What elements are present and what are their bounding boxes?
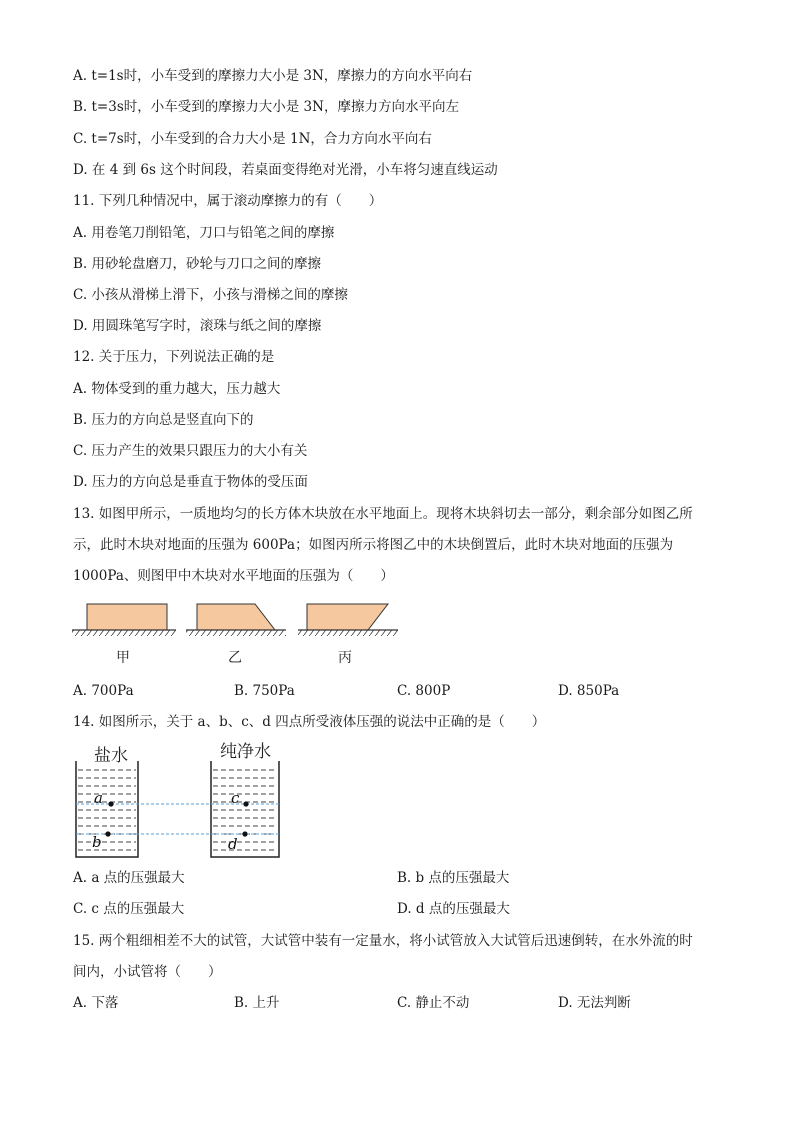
point-a — [108, 801, 113, 806]
q12-option-b: B. 压力的方向总是竖直向下的 — [73, 412, 254, 428]
q11-option-c: C. 小孩从滑梯上滑下，小孩与滑梯之间的摩擦 — [73, 287, 348, 303]
caption-jia: 甲 — [116, 650, 130, 666]
q12-stem: 12. 关于压力，下列说法正确的是 — [73, 349, 275, 365]
q15-option-d: D. 无法判断 — [558, 995, 631, 1011]
label-salt-water: 盐水 — [94, 746, 128, 766]
point-c — [243, 801, 248, 806]
q13-option-a: A. 700Pa — [73, 683, 134, 699]
block-jia — [72, 604, 176, 636]
point-b — [105, 831, 110, 836]
container-pure-water — [211, 761, 279, 857]
q14-option-b: B. b 点的压强最大 — [397, 870, 510, 886]
q11-option-a: A. 用卷笔刀削铅笔，刀口与铅笔之间的摩擦 — [73, 225, 335, 241]
q11-option-b: B. 用砂轮盘磨刀，砂轮与刀口之间的摩擦 — [73, 256, 322, 272]
caption-yi: 乙 — [228, 650, 242, 666]
q11-option-d: D. 用圆珠笔写字时，滚珠与纸之间的摩擦 — [73, 318, 322, 334]
q10-option-d: D. 在 4 到 6s 这个时间段，若桌面变得绝对光滑，小车将匀速直线运动 — [73, 162, 498, 178]
q14-option-a: A. a 点的压强最大 — [73, 870, 185, 886]
q13-stem-line2: 示，此时木块对地面的压强为 600Pa；如图丙所示将图乙中的木块倒置后，此时木块对地面的压强为 — [73, 537, 674, 553]
q13-option-b: B. 750Pa — [234, 683, 295, 699]
q13-stem-line1: 13. 如图甲所示，一质地均匀的长方体木块放在水平地面上。现将木块斜切去一部分，剩余部分如图乙所 — [73, 506, 693, 522]
q12-option-c: C. 压力产生的效果只跟压力的大小有关 — [73, 443, 308, 459]
q13-block-figure — [70, 595, 410, 645]
q14-option-c: C. c 点的压强最大 — [73, 901, 185, 917]
label-c: c — [231, 789, 240, 807]
q15-option-b: B. 上升 — [234, 995, 280, 1011]
q15-stem-line1: 15. 两个粗细相差不大的试管，大试管中装有一定量水，将小试管放入大试管后迅速倒转，在水外流的时 — [73, 933, 693, 949]
q10-option-a: A. t=1s时，小车受到的摩擦力大小是 3N，摩擦力的方向水平向右 — [73, 68, 473, 84]
label-d: d — [228, 835, 238, 853]
point-d — [242, 831, 247, 836]
block-bing — [298, 604, 398, 636]
q15-option-c: C. 静止不动 — [397, 995, 470, 1011]
container-salt-water — [76, 761, 138, 857]
q13-option-d: D. 850Pa — [558, 683, 620, 699]
q14-stem: 14. 如图所示，关于 a、b、c、d 四点所受液体压强的说法中正确的是（ ） — [73, 714, 546, 730]
q13-stem-line3: 1000Pa、则图甲中木块对水平地面的压强为（ ） — [73, 568, 394, 584]
q10-option-c: C. t=7s时，小车受到的合力大小是 1N，合力方向水平向右 — [73, 131, 432, 147]
q13-option-c: C. 800P — [397, 683, 451, 699]
q15-option-a: A. 下落 — [73, 995, 119, 1011]
q12-option-a: A. 物体受到的重力越大，压力越大 — [73, 381, 281, 397]
block-yi — [186, 604, 286, 636]
q15-stem-line2: 间内，小试管将（ ） — [73, 964, 222, 980]
q11-stem: 11. 下列几种情况中，属于滚动摩擦力的有（ ） — [73, 193, 383, 209]
q10-option-b: B. t=3s时，小车受到的摩擦力大小是 3N，摩擦力方向水平向左 — [73, 99, 459, 115]
caption-bing: 丙 — [338, 650, 352, 666]
q12-option-d: D. 压力的方向总是垂直于物体的受压面 — [73, 474, 308, 490]
q14-liquid-figure — [70, 737, 290, 862]
q14-option-d: D. d 点的压强最大 — [397, 901, 510, 917]
label-pure-water: 纯净水 — [220, 742, 271, 762]
label-a: a — [94, 789, 103, 807]
label-b: b — [92, 833, 102, 851]
